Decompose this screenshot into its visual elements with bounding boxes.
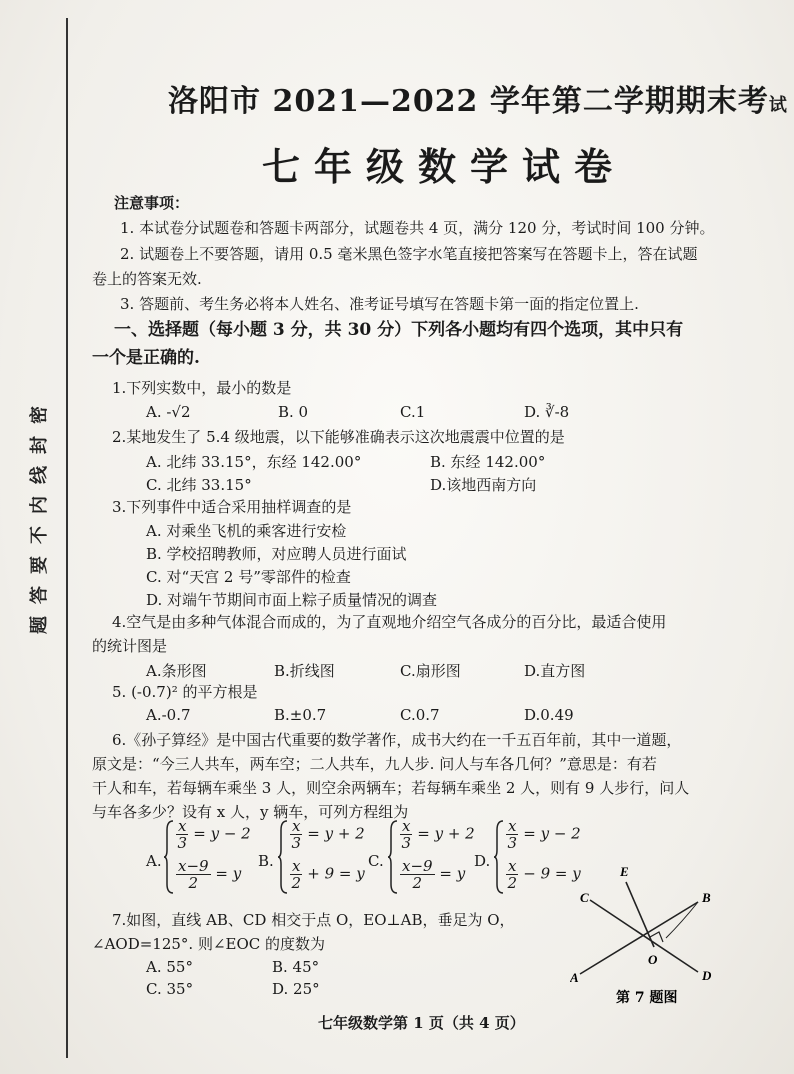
q3-option-b: B. 学校招聘教师，对应聘人员进行面试 [146, 545, 407, 563]
q4-option-c: C.扇形图 [400, 662, 461, 680]
q7-option-d: D. 25° [272, 980, 320, 998]
q1-option-b: B. 0 [278, 403, 309, 421]
q6-stem-cont2: 干人和车，若每辆车乘坐 3 人，则空余两辆车；若每辆车乘坐 2 人，则有 9 人步行，问人 [92, 779, 690, 797]
q2-stem: 2.某地发生了 5.4 级地震，以下能够准确表示这次地震震中位置的是 [112, 428, 565, 446]
q6-stem-cont3: 与车各多少？设有 x 人，y 辆车，可列方程组为 [92, 803, 409, 821]
q1-option-c: C.1 [400, 403, 426, 421]
q4-stem-cont: 的统计图是 [92, 637, 168, 655]
q5-option-b: B.±0.7 [274, 706, 327, 724]
label-d: D [702, 968, 712, 983]
label-a: A [570, 970, 579, 985]
q7-option-c: C. 35° [146, 980, 194, 998]
q5-option-a: A.-0.7 [146, 706, 191, 724]
angle-diagram [570, 862, 730, 1012]
label-b: B [702, 890, 711, 905]
q3-option-c: C. 对“天宫 2 号”零部件的检查 [146, 568, 351, 586]
q2-option-c: C. 北纬 33.15° [146, 476, 252, 494]
exam-title: 洛阳市 2021—2022 学年第二学期期末考试 [168, 84, 788, 119]
q6-stem: 6.《孙子算经》是中国古代重要的数学著作，成书大约在一千五百年前，其中一道题， [112, 731, 682, 749]
brace-icon [494, 820, 504, 894]
q7-figure [570, 862, 730, 1016]
q7-option-b: B. 45° [272, 958, 320, 976]
q5-option-c: C.0.7 [400, 706, 440, 724]
section-heading-cont: 一个是正确的. [92, 348, 200, 368]
line-cd [590, 900, 698, 972]
q5-option-d: D.0.49 [524, 706, 574, 724]
q3-option-a: A. 对乘坐飞机的乘客进行安检 [146, 522, 347, 540]
q3-option-d: D. 对端午节期间市面上粽子质量情况的调查 [146, 591, 438, 609]
notice-item-1: 1. 本试卷分试题卷和答题卡两部分，试题卷共 4 页，满分 120 分，考试时间 100 分钟。 [120, 219, 715, 237]
q3-stem: 3.下列事件中适合采用抽样调查的是 [112, 498, 352, 516]
q1-stem: 1.下列实数中，最小的数是 [112, 379, 292, 397]
binding-line [66, 18, 68, 1058]
brace-icon [388, 820, 398, 894]
section-heading: 一、选择题（每小题 3 分，共 30 分）下列各小题均有四个选项，其中只有 [114, 320, 684, 340]
notice-item-3: 3. 答题前、考生务必将本人姓名、准考证号填写在答题卡第一面的指定位置上. [120, 295, 639, 313]
q5-stem: 5. (-0.7)² 的平方根是 [112, 683, 258, 701]
q1-option-d: D. ∛-8 [524, 403, 570, 421]
label-o: O [648, 952, 658, 967]
q4-option-b: B.折线图 [274, 662, 335, 680]
q2-option-d: D.该地西南方向 [430, 476, 537, 494]
q6-stem-cont1: 原文是：“今三人共车，两车空；二人共车，九人步. 问人与车各几何？”意思是：有若 [92, 755, 657, 773]
figure-caption: 第 7 题图 [616, 990, 678, 1006]
notice-heading: 注意事项： [114, 194, 190, 212]
q4-option-a: A.条形图 [146, 662, 207, 680]
page-footer: 七年级数学第 1 页（共 4 页） [318, 1014, 525, 1032]
exam-subtitle: 七年级数学试卷 [262, 144, 627, 189]
brace-icon [164, 820, 174, 894]
seal-text: 密 封 线 内 不 要 答 题 [29, 406, 50, 634]
q1-option-a: A. -√2 [146, 403, 191, 421]
q7-stem-cont: ∠AOD=125°. 则∠EOC 的度数为 [92, 935, 326, 953]
q2-option-b: B. 东经 142.00° [430, 453, 546, 471]
q4-stem: 4.空气是由多种气体混合而成的，为了直观地介绍空气各成分的百分比，最适合使用 [112, 613, 667, 631]
notice-item-2: 2. 试题卷上不要答题，请用 0.5 毫米黑色签字水笔直接把答案写在答题卡上，答在试题 [120, 245, 698, 263]
notice-item-2-cont: 卷上的答案无效. [92, 270, 202, 288]
q7-stem: 7.如图，直线 AB、CD 相交于点 O，EO⊥AB，垂足为 O， [112, 911, 515, 929]
q7-option-a: A. 55° [146, 958, 193, 976]
arc-mark [666, 902, 698, 938]
brace-icon [278, 820, 288, 894]
q2-option-a: A. 北纬 33.15°，东经 142.00° [146, 453, 362, 471]
q4-option-d: D.直方图 [524, 662, 586, 680]
label-e: E [620, 864, 629, 879]
label-c: C [580, 890, 589, 905]
